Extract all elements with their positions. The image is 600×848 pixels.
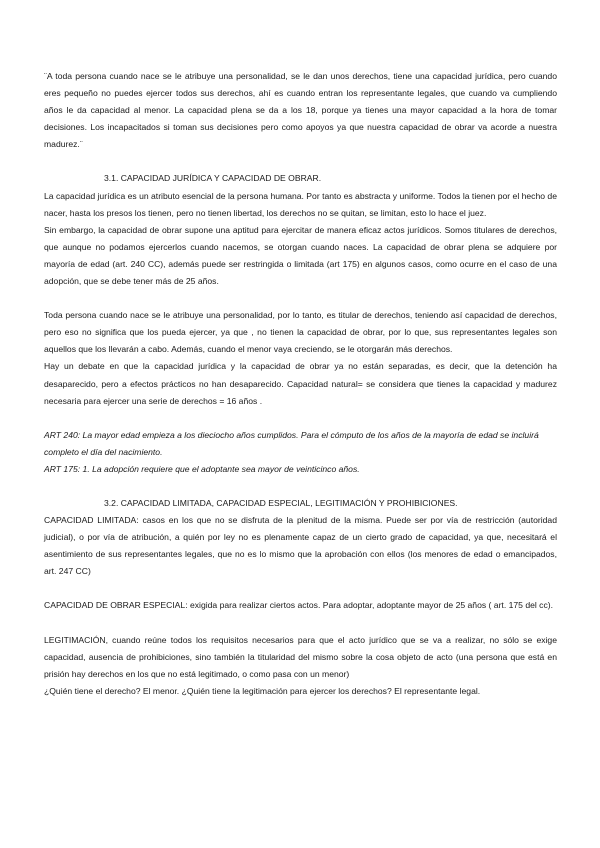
paragraph-capacidad-obrar: Sin embargo, la capacidad de obrar supone una aptitud para ejercitar de manera eficaz actos jurídicos. Somos titulares de derechos, que aunque no podamos ejercerlos cuando nacemos, se otorgan cuando naces. La capacidad de obrar plena se adquiere por mayoría de edad (art. 240 CC), además puede ser restringida o limitada (art 175) en algunos casos, como ocurre en el caso de una adopción, que se debe tener más de 25 años. (44, 224, 557, 287)
spacer (44, 290, 557, 307)
paragraph-capacidad-especial: CAPACIDAD DE OBRAR ESPECIAL: exigida para realizar ciertos actos. Para adoptar, adoptante mayor de 25 años ( art. 175 del cc). (44, 600, 554, 611)
spacer (44, 153, 557, 170)
spacer (44, 478, 557, 495)
paragraph-debate: Hay un debate en que la capacidad jurídica y la capacidad de obrar ya no están separadas, es decir, que la detención ha desaparecido, pero a efectos prácticos no han desaparecido. Capacidad natural= se considera que tienes la capacidad y madurez necesaria para ejercer una serie de derechos = 16 años . (44, 361, 557, 406)
paragraph-capacidad-limitada: CAPACIDAD LIMITADA: casos en los que no se disfruta de la plenitud de la misma. Puede ser por vía de restricción (autoridad judicial), o por vía de atribución, a quién por ley no es plenamente capaz de un cierto grado de capacidad, ya que, necesitará el asentimiento de sus representantes legales, que no es lo mismo que la aprobación con ellos (los menores de edad o emancipados, art. 247 CC) (44, 515, 557, 577)
article-240: ART 240: La mayor edad empieza a los dieciocho años cumplidos. Para el cómputo de los años de la mayoría de edad se incluirá completo el día del nacimiento. (44, 429, 539, 457)
paragraph-legitimacion: LEGITIMACIÓN, cuando reúne todos los requisitos necesarios para que el acto jurídico que se va a realizar, no sólo se exige capacidad, ausencia de prohibiciones, sino también la titularidad del mismo sobre la cosa objeto de acto (una persona que está en prisión hay derechos en los que no está legitimado, o como pasa con un menor) (44, 634, 557, 679)
paragraph-capacidad-juridica: La capacidad jurídica es un atributo esencial de la persona humana. Por tanto es abstracta y uniforme. Todos la tienen por el hecho de nacer, hasta los presos los tienen, pero no tienen libertad, los derechos no se quitan, se limitan, esto lo hace el juez. (44, 190, 557, 218)
section-heading-3-2: 3.2. CAPACIDAD LIMITADA, CAPACIDAD ESPECIAL, LEGITIMACIÓN Y PROHIBICIONES. (104, 497, 458, 508)
section-heading-3-1: 3.1. CAPACIDAD JURÍDICA Y CAPACIDAD DE OBRAR. (104, 173, 322, 184)
spacer (44, 580, 557, 597)
spacer (44, 615, 557, 632)
document-page (44, 68, 557, 700)
article-175: ART 175: 1. La adopción requiere que el adoptante sea mayor de veinticinco años. (44, 463, 360, 474)
paragraph-personalidad: Toda persona cuando nace se le atribuye una personalidad, por lo tanto, es titular de derechos, teniendo así capacidad de derechos, pero eso no significa que los pueda ejercer, ya que , no tienen la capacidad de obrar, por lo que, sus representantes legales son aquellos que los llevarán a cabo. Además, cuando el menor vaya creciendo, se le otorgarán más derechos. (44, 310, 557, 355)
spacer (44, 410, 557, 427)
paragraph-pregunta: ¿Quién tiene el derecho? El menor. ¿Quién tiene la legitimación para ejercer los derechos? El representante legal. (44, 685, 481, 696)
quote-paragraph: ¨A toda persona cuando nace se le atribuye una personalidad, se le dan unos derechos, tiene una capacidad jurídica, pero cuando eres pequeño no puedes ejercer todos sus derechos, ahí es cuando entran los representante legales, que cuando va cumpliendo años le da capacidad al menor. La capacidad plena se da a los 18, porque ya tienes una mayor capacidad a la hora de tomar decisiones. Los incapacitados si toman sus decisiones pero como apoyos ya que nuestra capacidad de obrar va acorde a nuestra madurez.¨ (44, 71, 557, 150)
